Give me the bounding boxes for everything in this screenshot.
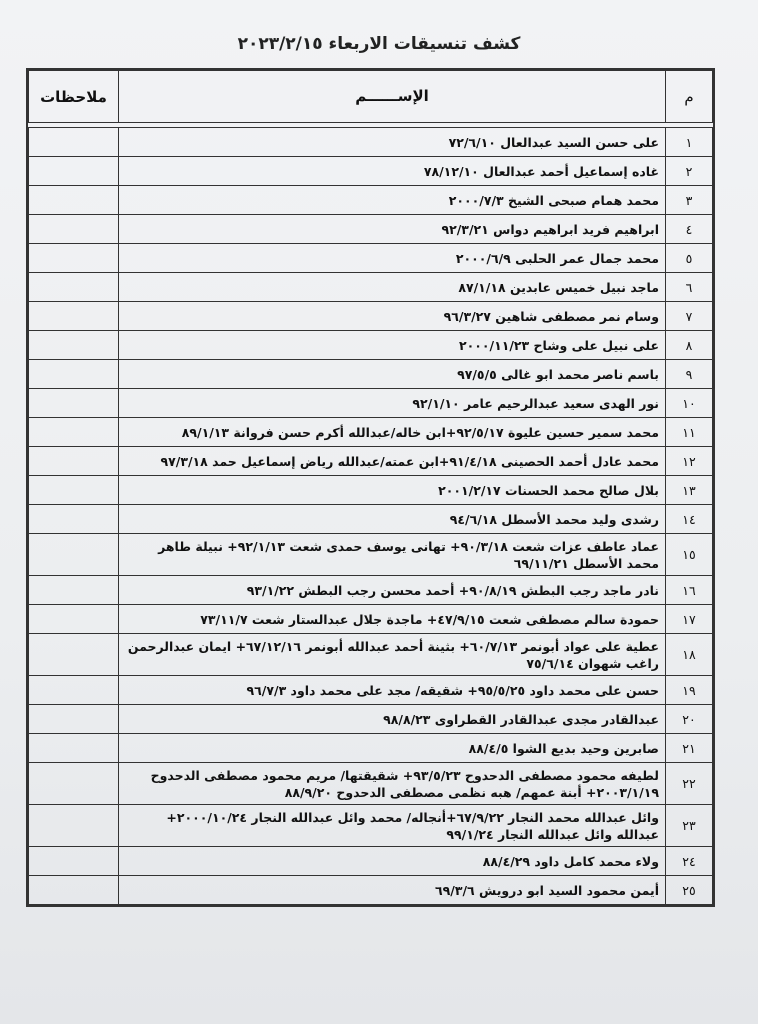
row-name: حسن على محمد داود ٩٥/٥/٢٥+ شقيقه/ مجد على محمد داود ٩٦/٧/٣ xyxy=(119,676,666,705)
row-name: نادر ماجد رجب البطش ٩٠/٨/١٩+ أحمد محسن رجب البطش ٩٣/١/٢٢ xyxy=(119,576,666,605)
table-row xyxy=(29,331,713,360)
row-number: ٢٢ xyxy=(666,763,713,805)
row-number: ١٢ xyxy=(666,447,713,476)
row-notes xyxy=(29,876,119,905)
table-row xyxy=(29,186,713,215)
table-body xyxy=(29,123,713,905)
table-row xyxy=(29,805,713,847)
row-number: ١٥ xyxy=(666,534,713,576)
row-name: عطية على عواد أبونمر ٦٠/٧/١٣+ بثينة أحمد عبدالله أبونمر ٦٧/١٢/١٦+ ايمان عبدالرحمن راغب شهوان ٧٥/٦/١٤ xyxy=(119,634,666,676)
row-number: ٩ xyxy=(666,360,713,389)
row-notes xyxy=(29,847,119,876)
table-row xyxy=(29,505,713,534)
row-name: على حسن السيد عبدالعال ٧٢/٦/١٠ xyxy=(119,128,666,157)
header-notes: ملاحظات xyxy=(29,71,119,123)
table-row xyxy=(29,576,713,605)
row-number: ٧ xyxy=(666,302,713,331)
row-name: صابرين وحيد بديع الشوا ٨٨/٤/٥ xyxy=(119,734,666,763)
names-table xyxy=(28,70,713,905)
table-row xyxy=(29,734,713,763)
row-number: ٨ xyxy=(666,331,713,360)
row-number: ٢٠ xyxy=(666,705,713,734)
row-notes xyxy=(29,389,119,418)
row-number: ١٨ xyxy=(666,634,713,676)
row-name: ابراهيم فريد ابراهيم دواس ٩٢/٣/٢١ xyxy=(119,215,666,244)
row-name: أيمن محمود السيد ابو درويش ٦٩/٣/٦ xyxy=(119,876,666,905)
row-notes xyxy=(29,360,119,389)
row-notes xyxy=(29,634,119,676)
row-number: ٦ xyxy=(666,273,713,302)
header-number: م xyxy=(666,71,713,123)
row-notes xyxy=(29,576,119,605)
table-row xyxy=(29,418,713,447)
row-number: ١٧ xyxy=(666,605,713,634)
row-notes xyxy=(29,331,119,360)
row-name: وائل عبدالله محمد النجار ٦٧/٩/٢٢+أنجاله/ محمد وائل عبدالله النجار ٢٠٠٠/١٠/٢٤+ عبدالله وائل عبدالله النجار ٩٩/١/٢٤ xyxy=(119,805,666,847)
row-name: غاده إسماعيل أحمد عبدالعال ٧٨/١٢/١٠ xyxy=(119,157,666,186)
row-name: لطيفه محمود مصطفى الدحدوح ٩٣/٥/٢٣+ شقيقتها/ مريم محمود مصطفى الدحدوح ٢٠٠٣/١/١٩+ أبنة عمهم/ هبه نظمى مصطفى الدحدوح ٨٨/٩/٢٠ xyxy=(119,763,666,805)
row-name: بلال صالح محمد الحسنات ٢٠٠١/٢/١٧ xyxy=(119,476,666,505)
row-notes xyxy=(29,128,119,157)
row-notes xyxy=(29,186,119,215)
row-number: ١٣ xyxy=(666,476,713,505)
table-row xyxy=(29,763,713,805)
table-row xyxy=(29,215,713,244)
table-row xyxy=(29,447,713,476)
table-header-row xyxy=(29,71,713,123)
row-name: نور الهدى سعيد عبدالرحيم عامر ٩٢/١/١٠ xyxy=(119,389,666,418)
row-number: ٢٣ xyxy=(666,805,713,847)
table-row xyxy=(29,128,713,157)
row-name: محمد سمير حسين عليوة ٩٢/٥/١٧+ابن خاله/عبدالله أكرم حسن فروانة ٨٩/١/١٣ xyxy=(119,418,666,447)
row-number: ٢٥ xyxy=(666,876,713,905)
row-name: ماجد نبيل خميس عابدين ٨٧/١/١٨ xyxy=(119,273,666,302)
row-notes xyxy=(29,418,119,447)
row-name: محمد جمال عمر الحلبى ٢٠٠٠/٦/٩ xyxy=(119,244,666,273)
row-name: وسام نمر مصطفى شاهين ٩٦/٣/٢٧ xyxy=(119,302,666,331)
row-number: ٣ xyxy=(666,186,713,215)
table-row xyxy=(29,705,713,734)
row-name: محمد عادل أحمد الحصينى ٩١/٤/١٨+ابن عمته/عبدالله رياض إسماعيل حمد ٩٧/٣/١٨ xyxy=(119,447,666,476)
table-row xyxy=(29,389,713,418)
table-row xyxy=(29,360,713,389)
row-notes xyxy=(29,534,119,576)
row-name: ولاء محمد كامل داود ٨٨/٤/٢٩ xyxy=(119,847,666,876)
row-number: ١١ xyxy=(666,418,713,447)
table-row xyxy=(29,676,713,705)
table-row xyxy=(29,476,713,505)
table-row xyxy=(29,876,713,905)
row-notes xyxy=(29,676,119,705)
row-number: ١٠ xyxy=(666,389,713,418)
row-name: رشدى وليد محمد الأسطل ٩٤/٦/١٨ xyxy=(119,505,666,534)
row-number: ١٦ xyxy=(666,576,713,605)
table-row xyxy=(29,534,713,576)
table-row xyxy=(29,634,713,676)
row-number: ١٤ xyxy=(666,505,713,534)
row-name: عبدالقادر مجدى عبدالقادر القطراوى ٩٨/٨/٢٣ xyxy=(119,705,666,734)
table-row xyxy=(29,302,713,331)
table-row xyxy=(29,847,713,876)
table-row xyxy=(29,273,713,302)
row-notes xyxy=(29,476,119,505)
header-name: الإســــــم xyxy=(119,71,666,123)
row-number: ٢١ xyxy=(666,734,713,763)
row-notes xyxy=(29,447,119,476)
names-table-frame xyxy=(26,68,715,907)
row-name: على نبيل على وشاح ٢٠٠٠/١١/٢٣ xyxy=(119,331,666,360)
row-notes xyxy=(29,215,119,244)
table-row xyxy=(29,157,713,186)
page-title: كشف تنسيقات الاربعاء ٢٠٢٣/٢/١٥ xyxy=(237,34,521,54)
table-row xyxy=(29,605,713,634)
row-number: ١٩ xyxy=(666,676,713,705)
row-notes xyxy=(29,244,119,273)
row-number: ٤ xyxy=(666,215,713,244)
table-row xyxy=(29,244,713,273)
row-number: ٢٤ xyxy=(666,847,713,876)
row-name: حمودة سالم مصطفى شعت ٤٧/٩/١٥+ ماجدة جلال عبدالستار شعت ٧٣/١١/٧ xyxy=(119,605,666,634)
row-notes xyxy=(29,805,119,847)
row-number: ١ xyxy=(666,128,713,157)
row-name: محمد همام صبحى الشيخ ٢٠٠٠/٧/٣ xyxy=(119,186,666,215)
row-notes xyxy=(29,157,119,186)
row-notes xyxy=(29,734,119,763)
row-notes xyxy=(29,273,119,302)
row-notes xyxy=(29,705,119,734)
row-name: عماد عاطف عزات شعت ٩٠/٣/١٨+ تهانى يوسف حمدى شعت ٩٢/١/١٣+ نبيلة طاهر محمد الأسطل ٦٩/١١/٢١ xyxy=(119,534,666,576)
row-notes xyxy=(29,302,119,331)
row-notes xyxy=(29,605,119,634)
row-number: ٥ xyxy=(666,244,713,273)
row-number: ٢ xyxy=(666,157,713,186)
row-notes xyxy=(29,763,119,805)
row-notes xyxy=(29,505,119,534)
row-name: باسم ناصر محمد ابو غالى ٩٧/٥/٥ xyxy=(119,360,666,389)
